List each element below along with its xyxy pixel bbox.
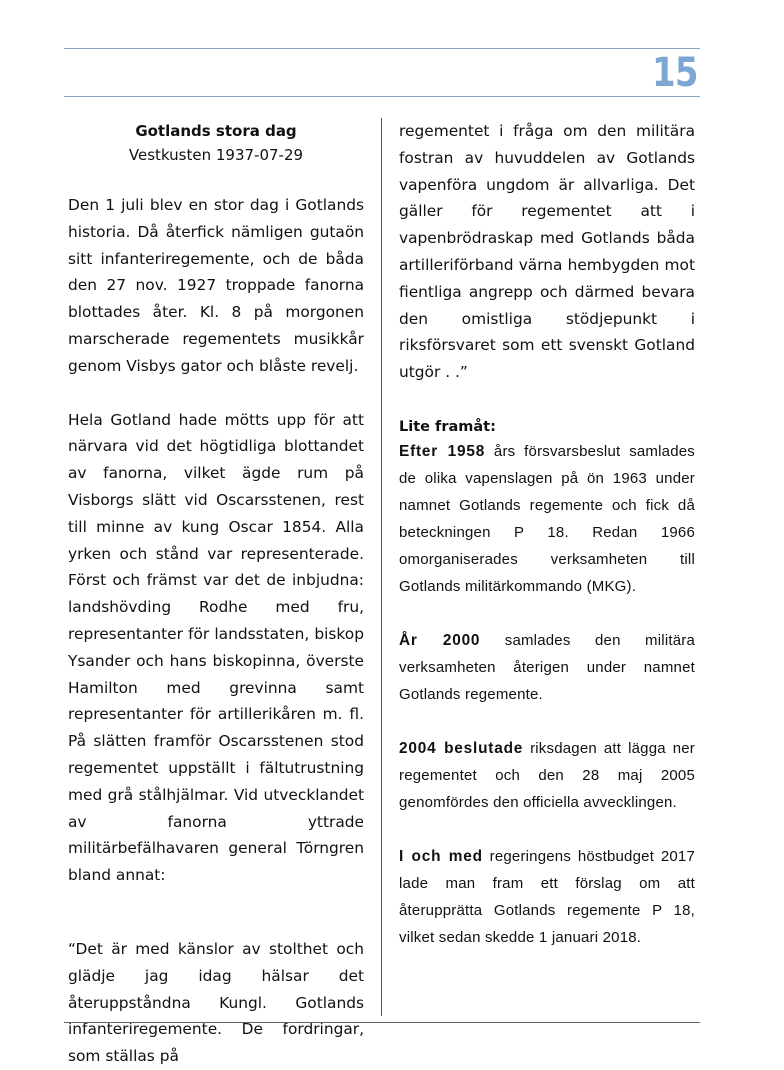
section-heading: Lite framåt: — [399, 418, 496, 435]
column-divider — [381, 118, 382, 1016]
history-entry-text: års försvarsbeslut samlades de olika vapenslagen på ön 1963 under namnet Gotlands regemente och fick då beteckningen P 18. Redan 1966 omorganiserades verksamheten till Gotlands militärkommando (MKG). — [399, 442, 695, 595]
history-entry-lead: I och med — [399, 847, 483, 865]
article-quote-continued: regementet i fråga om den militära fostran av huvuddelen av Gotlands vapenföra ungdom är allvarliga. Det gäller för regementet att i vapenbrödraskap med Gotlands båda artilleriförband värna hembygden mot fientliga angrepp och därmed bevara den omistliga stödjepunkt i riksförsvaret som ett svenskt Gotland utgör . .” — [399, 122, 695, 382]
history-entry-text: regeringens höstbudget 2017 lade man fram ett förslag om att återupprätta Gotlands regemente P 18, vilket sedan skedde 1 januari 2018. — [399, 847, 695, 946]
history-entry-lead: År 2000 — [399, 631, 481, 649]
history-entry-4 — [399, 843, 695, 951]
header-top-rule — [64, 48, 700, 49]
history-entry-lead: Efter 1958 — [399, 442, 486, 460]
history-entry-2 — [399, 627, 695, 708]
header-bottom-rule — [64, 96, 700, 97]
article-source: Vestkusten 1937-07-29 — [128, 146, 304, 164]
article-paragraph-2: Hela Gotland hade mötts upp för att närvara vid det högtidliga blottandet av fanorna, vilket ägde rum på Visborgs slätt vid Oscarsstenen, rest till minne av kung Oscar 1854. Alla yrken och stånd var representerade. Först och främst var det de inbjudna: landshövding Rodhe med fru, representanter för landsstaten, biskop Ysander och hans biskopinna, överste Hamilton med grevinna samt representanter för artillerikåren m. fl. På slätten framför Oscarsstenen stod regementet uppställt i fältutrustning med grå stålhjälmar. Vid utvecklandet av fanorna yttrade militärbefälhavaren general Törngren bland annat: — [68, 410, 364, 885]
footer-rule — [64, 1022, 700, 1023]
article-quote-start: “Det är med känslor av stolthet och glädje jag idag hälsar det återuppståndna Kungl. Gotlands infanteriregemente. De fordringar, som ställas på — [68, 939, 364, 1066]
page-number: 15 — [652, 50, 698, 96]
article-paragraph-1: Den 1 juli blev en stor dag i Gotlands historia. Då återfick nämligen gutaön sitt infanteriregemente, och de båda den 27 nov. 1927 troppade fanorna blottades åter. Kl. 8 på morgonen marscherade regementets musikkår genom Visbys gator och blåste revelj. — [68, 196, 364, 375]
history-entry-text: samlades den militära verksamheten återigen under namnet Gotlands regemente. — [399, 631, 695, 703]
article-title: Gotlands stora dag — [135, 122, 297, 140]
right-column — [399, 118, 695, 951]
history-entry-3 — [399, 735, 695, 816]
history-entry-text: riksdagen att lägga ner regementet och den 28 maj 2005 genomfördes den officiella avvecklingen. — [399, 739, 695, 811]
history-entry-lead: 2004 beslutade — [399, 739, 524, 757]
history-entry-1 — [399, 438, 695, 600]
left-column — [68, 118, 364, 1070]
